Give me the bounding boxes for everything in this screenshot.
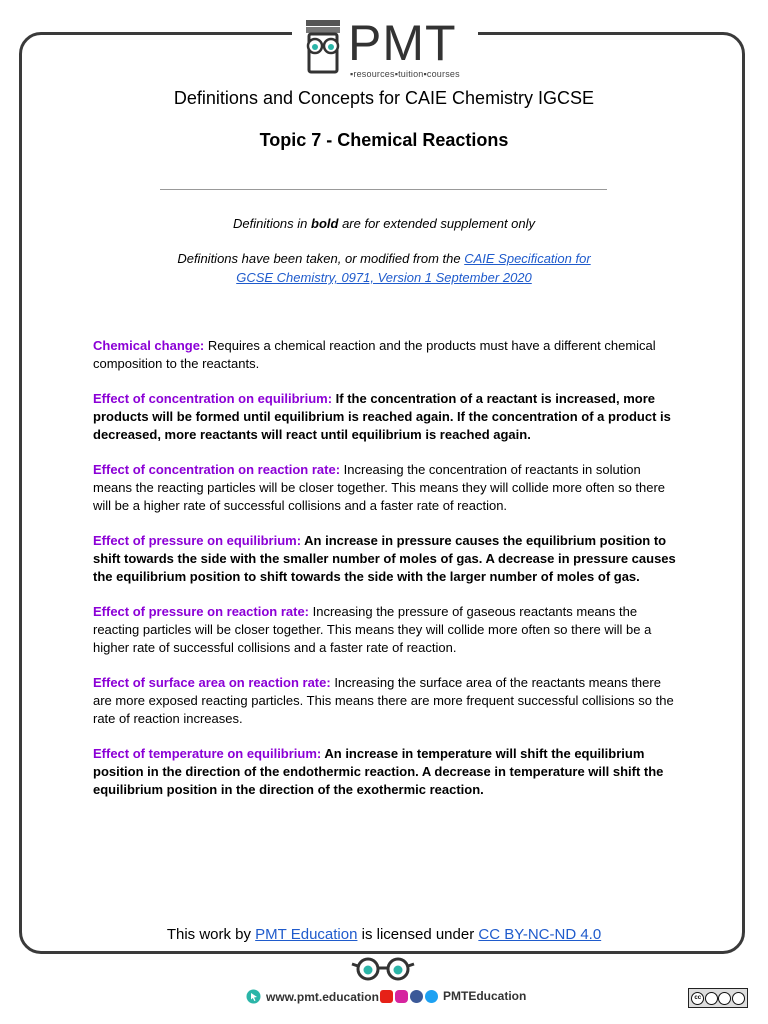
pmt-education-link[interactable]: PMT Education	[255, 926, 358, 943]
definition-text: Increasing the concentration of reactants in solution means the reacting particles will be closer together. This means they will collide more often so there will be a higher rate of successful collisions and a faster rate of reaction.	[93, 462, 666, 513]
nd-icon	[732, 992, 745, 1005]
definition-term: Effect of pressure on reaction rate:	[93, 604, 309, 619]
definition-term: Effect of concentration on reaction rate:	[93, 462, 341, 477]
bold-word: bold	[311, 216, 339, 231]
pmt-logo	[292, 8, 478, 84]
spec-link-line2[interactable]: GCSE Chemistry, 0971, Version 1 September 2020	[236, 270, 532, 285]
twitter-icon[interactable]	[425, 990, 438, 1003]
spec-link[interactable]: CAIE Specification for	[464, 251, 591, 266]
document-title: Definitions and Concepts for CAIE Chemistry IGCSE	[173, 88, 595, 108]
definition-text: An increase in temperature will shift the equilibrium position in the direction of the endothermic reaction. A decrease in temperature will shift the equilibrium position in the direction of the exothermic reaction.	[93, 746, 664, 797]
by-icon	[705, 992, 718, 1005]
glasses-icon	[351, 956, 415, 982]
license-line: This work by PMT Education is licensed under CC BY-NC-ND 4.0	[166, 926, 602, 943]
social-handle[interactable]: PMTEducation	[443, 989, 527, 1003]
instagram-icon[interactable]	[395, 990, 408, 1003]
bold-note: Definitions in bold are for extended supplement only	[232, 216, 536, 231]
logo-tagline: ▪resources▪tuition▪courses	[350, 69, 460, 79]
website-footer	[246, 989, 379, 1004]
definition-term: Effect of surface area on reaction rate:	[93, 675, 331, 690]
youtube-icon[interactable]	[380, 990, 393, 1003]
social-footer	[380, 989, 526, 1003]
cc-icon: cc	[691, 992, 704, 1005]
definition-term: Effect of pressure on equilibrium:	[93, 533, 302, 548]
definition-item	[93, 390, 683, 444]
definition-item	[93, 461, 683, 515]
nc-icon	[718, 992, 731, 1005]
definition-term: Effect of temperature on equilibrium:	[93, 746, 322, 761]
definition-item	[93, 337, 683, 373]
divider	[160, 189, 607, 190]
definition-text: Increasing the surface area of the reactants means there are more exposed reacting particles. This means there are more frequent successful collisions so the rate of reaction increases.	[93, 675, 674, 726]
source-note: Definitions have been taken, or modified from the CAIE Specification for GCSE Chemistry, 0971, Version 1 September 2020	[177, 251, 591, 285]
cc-license-badge[interactable]	[688, 988, 748, 1008]
definition-text: If the concentration of a reactant is increased, more products will be formed until equilibrium is reached again. If the concentration of a product is decreased, more reactants will react until equilibrium is reached again.	[93, 391, 671, 442]
definition-item	[93, 674, 683, 728]
logo-text: PMT	[348, 15, 457, 71]
definition-text: An increase in pressure causes the equilibrium position to shift towards the side with the smaller number of moles of gas. A decrease in pressure causes the equilibrium position to shift towards the side with the larger number of moles of gas.	[93, 533, 676, 584]
definition-item	[93, 532, 683, 586]
cursor-icon	[246, 989, 261, 1004]
topic-title: Topic 7 - Chemical Reactions	[259, 130, 509, 150]
definitions-list	[93, 337, 683, 816]
definition-term: Chemical change:	[93, 338, 205, 353]
definition-item	[93, 603, 683, 657]
definition-text: Requires a chemical reaction and the products must have a different chemical composition to the reactants.	[93, 338, 656, 371]
website-url[interactable]: www.pmt.education	[266, 989, 379, 1004]
definition-term: Effect of concentration on equilibrium:	[93, 391, 333, 406]
facebook-icon[interactable]	[410, 990, 423, 1003]
definition-text: Increasing the pressure of gaseous reactants means the reacting particles will be closer together. This means they will collide more often so there will be a higher rate of successful collisions and a faster rate of reaction.	[93, 604, 652, 655]
definition-item	[93, 745, 683, 799]
book-glasses-icon	[300, 18, 348, 76]
license-link[interactable]: CC BY-NC-ND 4.0	[478, 926, 602, 943]
